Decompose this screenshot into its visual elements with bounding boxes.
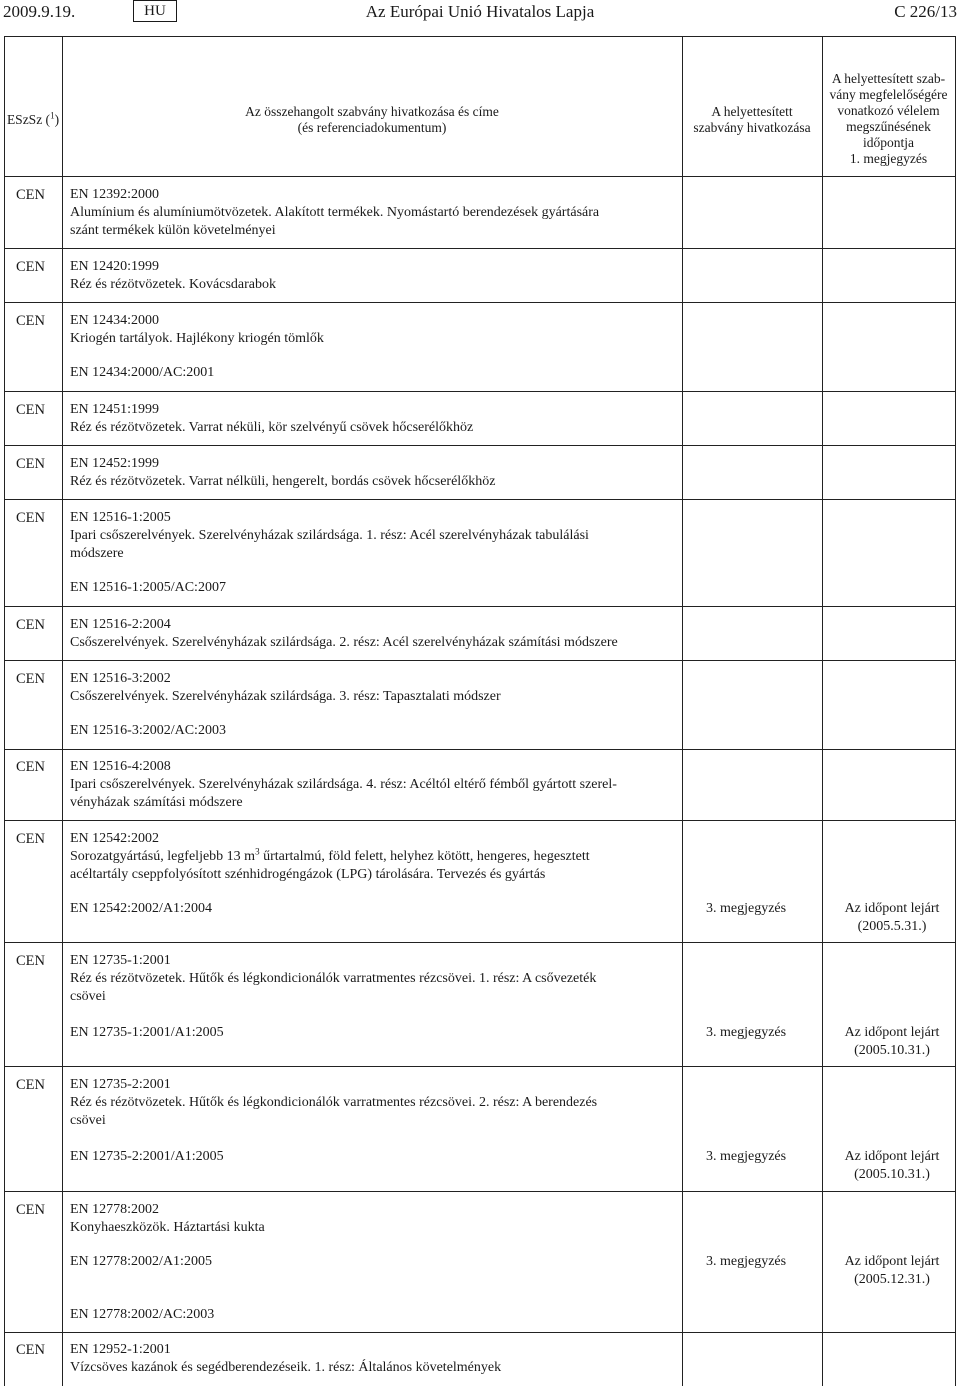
amendment-reference: EN 12778:2002/AC:2003 [70, 1307, 215, 1322]
cessation-label: Az időpont lejárt [844, 901, 940, 916]
amendment-reference: EN 12434:2000/AC:2001 [70, 365, 215, 380]
table-row-org: CEN [16, 259, 45, 275]
row-divider [4, 749, 956, 750]
standards-table [4, 36, 956, 1386]
standard-reference: EN 12542:2002 [70, 831, 160, 846]
standard-reference: EN 12516-4:2008 [70, 759, 171, 774]
standard-title-part: Sorozatgyártású, legfeljebb 13 m [70, 849, 256, 864]
journal-title: Az Európai Unió Hivatalos Lapja [365, 2, 595, 21]
standard-reference: EN 12516-2:2004 [70, 617, 171, 632]
column-header-reference-line: Az összehangolt szabvány hivatkozása és címe [245, 104, 499, 119]
superseded-note: 3. megjegyzés [706, 901, 787, 916]
footnote-marker: 1 [50, 110, 55, 121]
cessation-value: (2005.10.31.) [854, 1167, 930, 1182]
table-row-org: CEN [16, 953, 45, 969]
table-row-org: CEN [16, 831, 45, 847]
superscript: 3 [255, 846, 260, 857]
column-divider [822, 36, 823, 1386]
standard-title: Kriogén tartályok. Hajlékony kriogén tömlők [70, 331, 324, 346]
standard-title [70, 848, 590, 866]
standard-reference: EN 12392:2000 [70, 187, 160, 202]
column-header-esosz-text: ESzSz ( [6, 112, 51, 127]
table-row-org: CEN [16, 510, 45, 526]
column-header-cessation-line: A helyettesített szab- [831, 71, 946, 86]
row-divider [4, 942, 956, 943]
standard-title: Vízcsöves kazánok és segédberendezéseik. 1. rész: Általános követelmények [70, 1360, 502, 1375]
cessation-date [834, 1024, 950, 1060]
cessation-value: (2005.10.31.) [854, 1043, 930, 1058]
table-row-org: CEN [16, 402, 45, 418]
standard-title: acéltartály cseppfolyósított szénhidrogéngázok (LPG) tárolására. Tervezés és gyártás [70, 867, 546, 882]
standard-reference: EN 12516-1:2005 [70, 510, 171, 525]
row-divider [4, 248, 956, 249]
table-row-org: CEN [16, 313, 45, 329]
column-header-reference [62, 104, 682, 136]
page-header [0, 0, 960, 24]
column-header-superseded-line: szabvány hivatkozása [693, 120, 811, 135]
table-border-left [4, 36, 5, 1386]
table-row-org: CEN [16, 1077, 45, 1093]
cessation-value: (2005.5.31.) [857, 919, 927, 934]
standard-reference: EN 12952-1:2001 [70, 1342, 171, 1357]
publication-date: 2009.9.19. [3, 2, 76, 21]
standard-title: Csőszerelvények. Szerelvényházak szilárdsága. 2. rész: Acél szerelvényházak számítási módszere [70, 635, 618, 650]
language-badge: HU [133, 0, 177, 22]
table-border-top [4, 36, 956, 37]
row-divider [4, 606, 956, 607]
standard-reference: EN 12516-3:2002 [70, 671, 171, 686]
column-divider [62, 36, 63, 1386]
standard-reference: EN 12451:1999 [70, 402, 160, 417]
standard-title: Réz és rézötvözetek. Hűtők és légkondicionálók varratmentes rézcsövei. 2. rész: A berendezés [70, 1095, 598, 1110]
superseded-note: 3. megjegyzés [706, 1254, 787, 1269]
cessation-value: (2005.12.31.) [854, 1272, 930, 1287]
column-header-cessation-line: vány megfelelőségére [829, 87, 948, 102]
amendment-reference: EN 12778:2002/A1:2005 [70, 1254, 212, 1269]
column-header-superseded [682, 104, 822, 136]
superseded-note: 3. megjegyzés [706, 1025, 787, 1040]
column-header-esosz-close: ) [54, 112, 60, 127]
standard-title: Réz és rézötvözetek. Kovácsdarabok [70, 277, 277, 292]
column-divider [682, 36, 683, 1386]
row-divider [4, 391, 956, 392]
row-divider [4, 1066, 956, 1067]
column-header-cessation [822, 71, 955, 167]
row-divider [4, 1191, 956, 1192]
amendment-reference: EN 12735-1:2001/A1:2005 [70, 1025, 224, 1040]
standard-reference: EN 12735-1:2001 [70, 953, 171, 968]
standard-title: csövei [70, 1113, 106, 1128]
table-row-org: CEN [16, 671, 45, 687]
table-row-org: CEN [16, 456, 45, 472]
standard-title: Réz és rézötvözetek. Varrat nélküli, hengerelt, bordás csövek hőcserélőkhöz [70, 474, 496, 489]
standard-title: Réz és rézötvözetek. Varrat néküli, kör szelvényű csövek hőcserélőkhöz [70, 420, 474, 435]
standard-reference: EN 12735-2:2001 [70, 1077, 171, 1092]
standard-title: szánt termékek külön követelményei [70, 223, 276, 238]
cessation-date [834, 900, 950, 936]
standard-reference: EN 12452:1999 [70, 456, 160, 471]
superseded-note: 3. megjegyzés [706, 1149, 787, 1164]
table-row-org: CEN [16, 1342, 45, 1358]
amendment-reference: EN 12542:2002/A1:2004 [70, 901, 212, 916]
row-divider [4, 499, 956, 500]
row-divider [4, 302, 956, 303]
table-row-org: CEN [16, 759, 45, 775]
page-number: C 226/13 [894, 2, 957, 21]
standard-title: módszere [70, 546, 124, 561]
row-divider [4, 445, 956, 446]
standard-reference: EN 12420:1999 [70, 259, 160, 274]
row-divider [4, 1332, 956, 1333]
standard-title: csövei [70, 989, 106, 1004]
column-header-reference-line: (és referenciadokumentum) [297, 120, 447, 135]
standard-title: Ipari csőszerelvények. Szerelvényházak szilárdsága. 1. rész: Acél szerelvényházak tabulálási [70, 528, 589, 543]
standard-title: Réz és rézötvözetek. Hűtők és légkondicionálók varratmentes rézcsövei. 1. rész: A csővezeték [70, 971, 597, 986]
column-header-esosz [4, 112, 62, 128]
standard-title: Alumínium és alumíniumötvözetek. Alakított termékek. Nyomástartó berendezések gyártására [70, 205, 600, 220]
cessation-date [834, 1148, 950, 1184]
row-divider [4, 820, 956, 821]
column-header-cessation-line: 1. megjegyzés [849, 151, 928, 166]
standard-title-part: űrtartalmú, föld felett, helyhez kötött, hengeres, hegesztett [259, 849, 590, 864]
cessation-label: Az időpont lejárt [844, 1149, 940, 1164]
column-header-cessation-line: megszűnésének [846, 119, 931, 134]
standard-title: Konyhaeszközök. Háztartási kukta [70, 1220, 265, 1235]
table-row-org: CEN [16, 187, 45, 203]
standard-reference: EN 12778:2002 [70, 1202, 160, 1217]
table-row-org: CEN [16, 617, 45, 633]
table-border-right [955, 36, 956, 1386]
column-header-superseded-line: A helyettesített [711, 104, 793, 119]
column-header-cessation-line: időpontja [863, 135, 914, 150]
cessation-label: Az időpont lejárt [844, 1254, 940, 1269]
header-divider [4, 176, 956, 177]
amendment-reference: EN 12516-1:2005/AC:2007 [70, 580, 226, 595]
table-row-org: CEN [16, 1202, 45, 1218]
column-header-cessation-line: vonatkozó vélelem [837, 103, 940, 118]
amendment-reference: EN 12735-2:2001/A1:2005 [70, 1149, 224, 1164]
standard-reference: EN 12434:2000 [70, 313, 160, 328]
row-divider [4, 660, 956, 661]
cessation-date [834, 1253, 950, 1289]
cessation-label: Az időpont lejárt [844, 1025, 940, 1040]
standard-title: vényházak számítási módszere [70, 795, 243, 810]
standard-title: Csőszerelvények. Szerelvényházak szilárdsága. 3. rész: Tapasztalati módszer [70, 689, 501, 704]
standard-title: Ipari csőszerelvények. Szerelvényházak szilárdsága. 4. rész: Acéltól eltérő fémből gyártott szerel- [70, 777, 617, 792]
amendment-reference: EN 12516-3:2002/AC:2003 [70, 723, 226, 738]
